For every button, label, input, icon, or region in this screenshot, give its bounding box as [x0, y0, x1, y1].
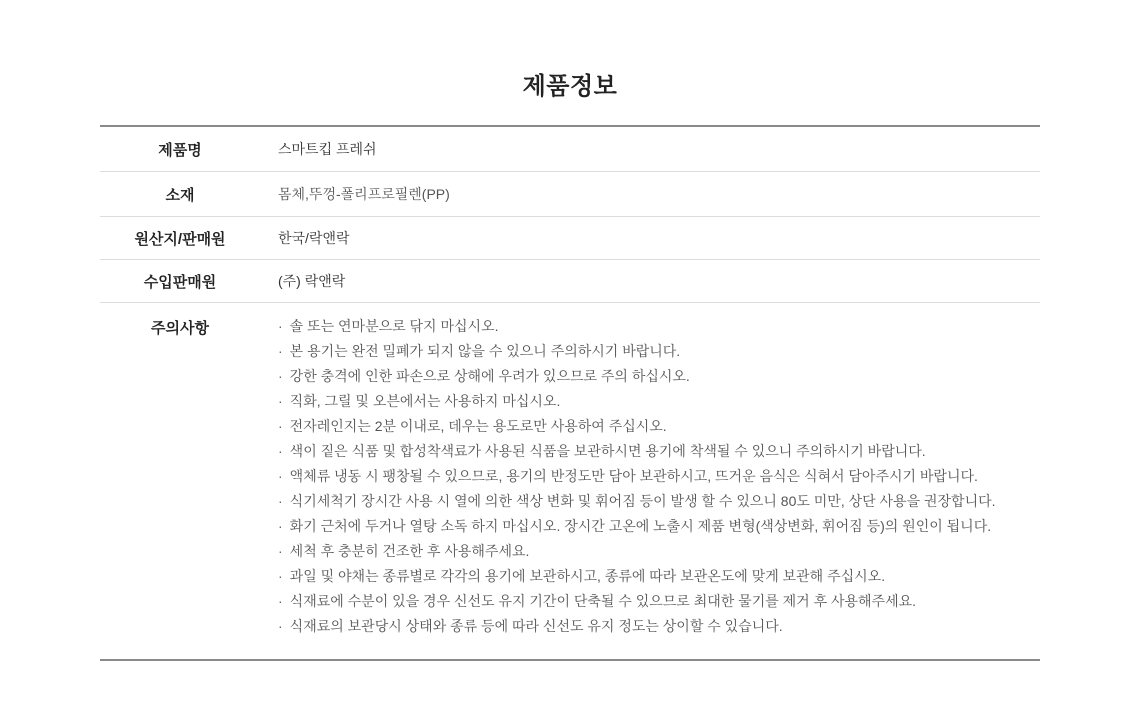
caution-text: 식재료에 수분이 있을 경우 신선도 유지 기간이 단축될 수 있으므로 최대한 물기를 제거 후 사용해주세요. — [289, 593, 917, 609]
bullet-glyph: · — [278, 368, 283, 384]
caution-item — [278, 364, 1040, 389]
bullet-glyph: · — [278, 568, 283, 584]
caution-text: 액체류 냉동 시 팽창될 수 있으므로, 용기의 반정도만 담아 보관하시고, 뜨거운 음식은 식혀서 담아주시기 바랍니다. — [289, 468, 978, 484]
caution-item — [278, 339, 1040, 364]
table-row-origin-seller — [100, 217, 1040, 260]
caution-item — [278, 414, 1040, 439]
caution-item — [278, 389, 1040, 414]
bullet-glyph: · — [278, 593, 283, 609]
bullet-glyph: · — [278, 543, 283, 559]
caution-text: 직화, 그릴 및 오븐에서는 사용하지 마십시오. — [289, 393, 561, 409]
row-value: (주) 락앤락 — [278, 273, 346, 289]
table-row-cautions — [100, 303, 1040, 659]
row-label: 제품명 — [158, 141, 202, 159]
bullet-glyph: · — [278, 318, 283, 334]
page-title: 제품정보 — [522, 73, 618, 100]
bullet-glyph: · — [278, 443, 283, 459]
caution-text: 본 용기는 완전 밀폐가 되지 않을 수 있으니 주의하시기 바랍니다. — [289, 343, 681, 359]
bullet-glyph: · — [278, 418, 283, 434]
caution-item — [278, 464, 1040, 489]
caution-item — [278, 614, 1040, 639]
row-value: 스마트킵 프레쉬 — [278, 141, 377, 157]
row-label: 원산지/판매원 — [134, 230, 226, 248]
bullet-glyph: · — [278, 518, 283, 534]
caution-item — [278, 514, 1040, 539]
row-value: 몸체,뚜껑-폴리프로필렌(PP) — [278, 186, 450, 202]
caution-item — [278, 489, 1040, 514]
bullet-glyph: · — [278, 343, 283, 359]
caution-text: 색이 짙은 식품 및 합성착색료가 사용된 식품을 보관하시면 용기에 착색될 수 있으니 주의하시기 바랍니다. — [289, 443, 926, 459]
row-value: 한국/락앤락 — [278, 230, 350, 246]
table-row-product-name — [100, 127, 1040, 172]
table-row-material — [100, 172, 1040, 217]
bullet-glyph: · — [278, 618, 283, 634]
row-label: 주의사항 — [151, 320, 209, 337]
bullet-glyph: · — [278, 393, 283, 409]
caution-text: 식기세척기 장시간 사용 시 열에 의한 색상 변화 및 휘어짐 등이 발생 할 수 있으니 80도 미만, 상단 사용을 권장합니다. — [289, 493, 996, 509]
row-label: 소재 — [165, 186, 195, 204]
product-info-table — [100, 125, 1040, 661]
row-label: 수입판매원 — [143, 273, 217, 291]
caution-text: 전자레인지는 2분 이내로, 데우는 용도로만 사용하여 주십시오. — [289, 418, 667, 434]
caution-text: 식재료의 보관당시 상태와 종류 등에 따라 신선도 유지 정도는 상이할 수 있습니다. — [289, 618, 783, 634]
table-row-importer — [100, 260, 1040, 303]
caution-item — [278, 314, 1040, 339]
caution-text: 세척 후 충분히 건조한 후 사용해주세요. — [289, 543, 530, 559]
bullet-glyph: · — [278, 493, 283, 509]
caution-text: 화기 근처에 두거나 열탕 소독 하지 마십시오. 장시간 고온에 노출시 제품 변형(색상변화, 휘어짐 등)의 원인이 됩니다. — [289, 518, 992, 534]
cautions-list — [260, 303, 1040, 659]
caution-item — [278, 439, 1040, 464]
caution-item — [278, 589, 1040, 614]
caution-text: 솔 또는 연마분으로 닦지 마십시오. — [289, 318, 499, 334]
bullet-glyph: · — [278, 468, 283, 484]
caution-item — [278, 564, 1040, 589]
caution-item — [278, 539, 1040, 564]
caution-text: 과일 및 야채는 종류별로 각각의 용기에 보관하시고, 종류에 따라 보관온도에 맞게 보관해 주십시오. — [289, 568, 886, 584]
caution-text: 강한 충격에 인한 파손으로 상해에 우려가 있으므로 주의 하십시오. — [289, 368, 690, 384]
